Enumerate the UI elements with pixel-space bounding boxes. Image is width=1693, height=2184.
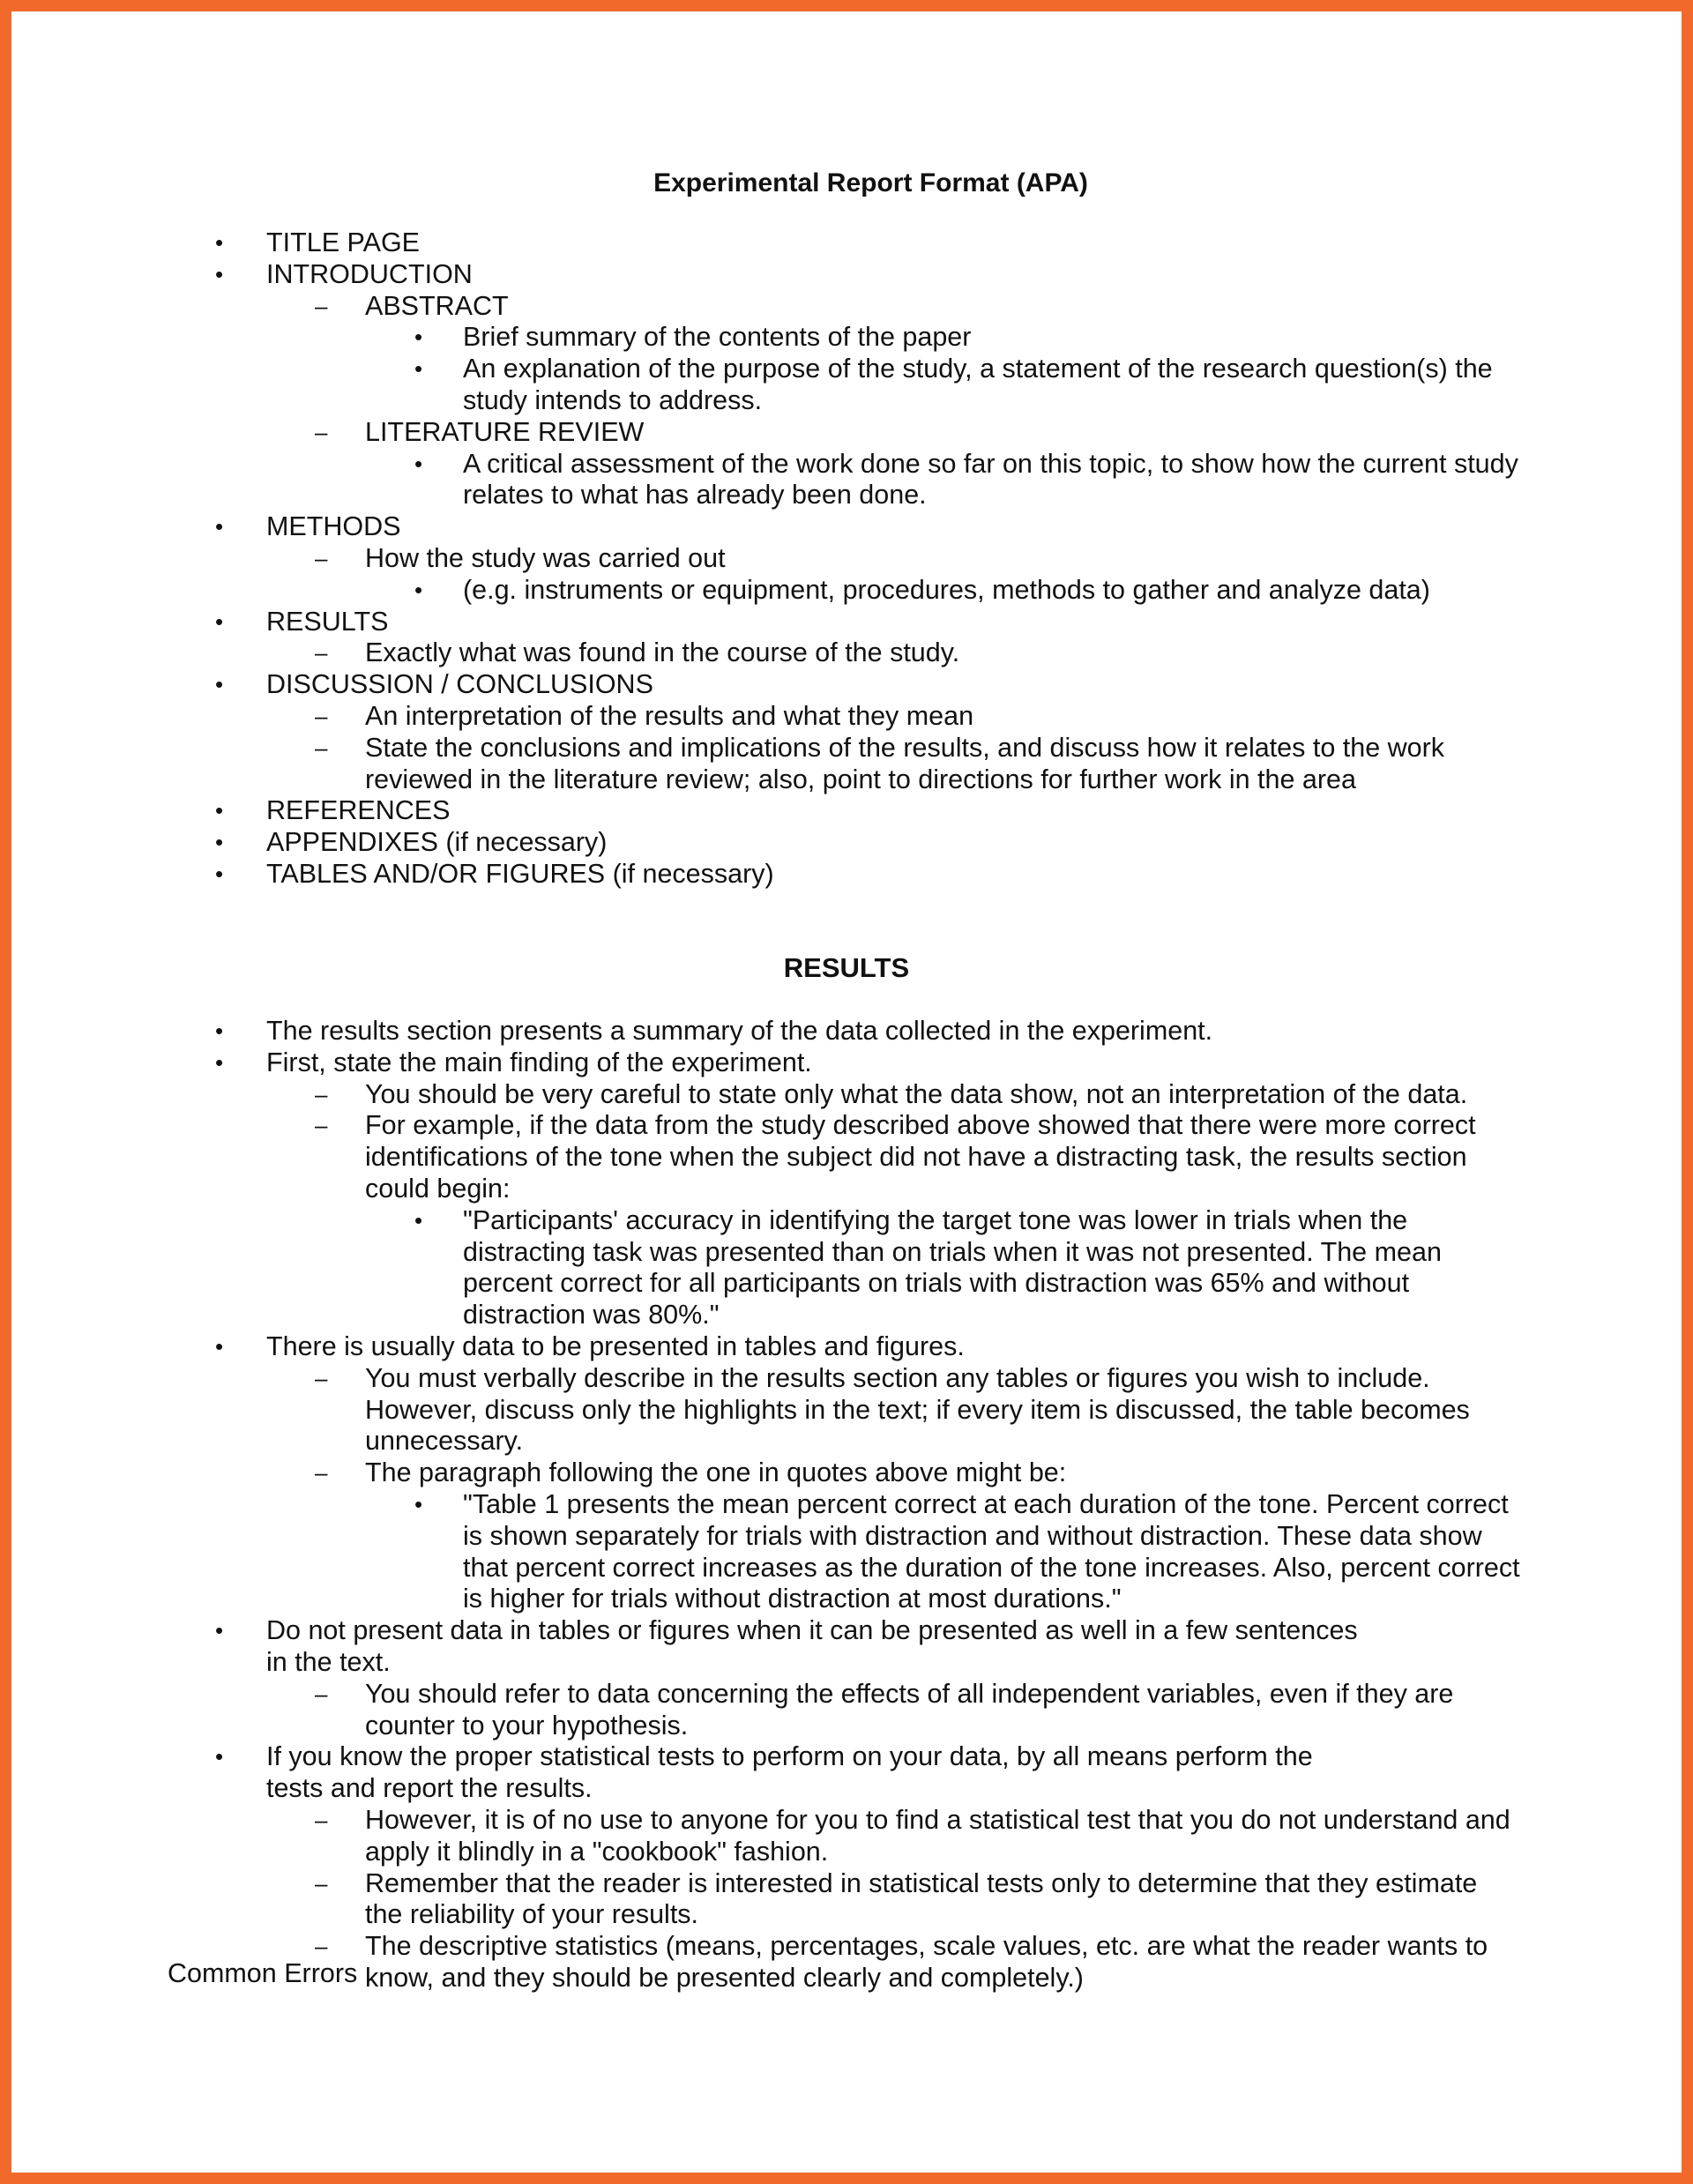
list-item-text: You must verbally describe in the results section any tables or figures you wish to include. However, discuss only the highlights in the text; if every item is discussed, the table becomes unnecessary.	[365, 1362, 1470, 1457]
bullet-icon: •	[414, 576, 423, 603]
list-item-text: ABSTRACT	[365, 290, 509, 321]
list-item	[0, 1047, 1693, 1079]
list-item-text: The results section presents a summary of the data collected in the experiment.	[266, 1016, 1213, 1046]
list-item	[0, 1868, 1693, 1932]
list-item	[0, 543, 1693, 575]
list-item-text: You should be very careful to state only what the data show, not an interpretation of the data.	[365, 1078, 1468, 1109]
dash-bullet-icon: –	[315, 1806, 328, 1833]
dash-bullet-icon: –	[315, 1680, 328, 1707]
list-item	[0, 1363, 1693, 1457]
list-item	[0, 354, 1693, 417]
bullet-icon: •	[215, 1017, 224, 1044]
dash-bullet-icon: –	[315, 418, 328, 445]
list-item	[0, 1016, 1693, 1047]
bullet-icon: •	[414, 324, 423, 351]
list-item	[0, 669, 1693, 701]
list-item-text: However, it is of no use to anyone for you to find a statistical test that you do not understand and apply it blindly in a "cookbook" fashion.	[365, 1804, 1510, 1867]
list-item-text: LITERATURE REVIEW	[365, 416, 645, 447]
dash-bullet-icon: –	[315, 544, 328, 571]
bullet-icon: •	[215, 671, 224, 698]
list-item-text: Brief summary of the contents of the paper	[463, 322, 972, 353]
list-item-text: First, state the main finding of the experiment.	[266, 1047, 812, 1077]
list-item-text: State the conclusions and implications of the results, and discuss how it relates to the work reviewed in the literature review; also, point to directions for further work in the area	[365, 732, 1445, 794]
bullet-icon: •	[215, 1617, 224, 1644]
list-item-text: An explanation of the purpose of the study, a statement of the research question(s) the study intends to address.	[463, 354, 1493, 415]
bullet-icon: •	[215, 1743, 224, 1770]
list-item	[0, 1679, 1693, 1742]
bullet-icon: •	[215, 607, 224, 635]
bullet-icon: •	[215, 797, 224, 824]
bullet-icon: •	[414, 1490, 423, 1517]
list-item	[0, 511, 1693, 543]
dash-bullet-icon: –	[315, 702, 328, 729]
list-item	[0, 859, 1693, 891]
list-item-text: METHODS	[266, 511, 401, 542]
list-item	[0, 701, 1693, 733]
list-item-text: The descriptive statistics (means, percentages, scale values, etc. are what the reader wants to know, and they should be presented clearly and completely.)	[365, 1931, 1488, 1993]
bullet-icon: •	[215, 229, 224, 256]
list-item	[0, 1741, 1693, 1805]
list-item-text: Remember that the reader is interested in statistical tests only to determine that they estimate the reliability of your results.	[365, 1867, 1478, 1930]
dash-bullet-icon: –	[315, 1080, 328, 1107]
list-item-text: REFERENCES	[266, 795, 451, 826]
list-item-text: "Participants' accuracy in identifying the target tone was lower in trials when the distracting task was presented than on trials when it was not presented. The mean percent correct for all participants on trials with distraction was 65% and without distraction was 80%."	[463, 1204, 1442, 1331]
list-item-text: An interpretation of the results and what they mean	[365, 700, 974, 731]
report-format-outline	[0, 227, 1693, 891]
list-item	[0, 795, 1693, 827]
list-item	[0, 1489, 1693, 1615]
list-item-text: How the study was carried out	[365, 542, 726, 573]
list-item	[0, 1615, 1693, 1679]
list-item	[0, 827, 1693, 859]
list-item	[0, 607, 1693, 638]
dash-bullet-icon: –	[315, 1112, 328, 1139]
dash-bullet-icon: –	[315, 1869, 328, 1897]
bullet-icon: •	[215, 829, 224, 856]
list-item	[0, 1205, 1693, 1331]
list-item-text: There is usually data to be presented in tables and figures.	[266, 1331, 965, 1361]
list-item-text: INTRODUCTION	[266, 258, 473, 289]
list-item-text: APPENDIXES (if necessary)	[266, 827, 608, 858]
dash-bullet-icon: –	[315, 734, 328, 761]
bullet-icon: •	[215, 1048, 224, 1076]
list-item	[0, 1079, 1693, 1111]
bullet-icon: •	[414, 450, 423, 477]
list-item	[0, 417, 1693, 449]
list-item-text: For example, if the data from the study described above showed that there were more correct identifications of the tone when the subject did not have a distracting task, the results section could begin:	[365, 1110, 1476, 1204]
list-item-text: RESULTS	[266, 606, 389, 637]
dash-bullet-icon: –	[315, 292, 328, 319]
dash-bullet-icon: –	[315, 1459, 328, 1487]
list-item	[0, 291, 1693, 323]
dash-bullet-icon: –	[315, 1933, 328, 1960]
list-item-text: You should refer to data concerning the effects of all independent variables, even if they are counter to your hypothesis.	[365, 1678, 1454, 1740]
dash-bullet-icon: –	[315, 1364, 328, 1391]
list-item-text: If you know the proper statistical tests to perform on your data, by all means perform the tests and report the results.	[266, 1741, 1313, 1804]
list-item-text: "Table 1 presents the mean percent correct at each duration of the tone. Percent correct is shown separately for trials with distraction and without distraction. These data show that percent correct increases as the duration of the tone increases. Also, percent correct is higher for trials without distraction at most durations."	[463, 1488, 1520, 1614]
list-item-text: A critical assessment of the work done so far on this topic, to show how the current study relates to what has already been done.	[463, 448, 1518, 511]
list-item	[0, 1457, 1693, 1489]
common-errors-heading: Common Errors	[168, 1958, 358, 1988]
list-item-text: Do not present data in tables or figures when it can be presented as well in a few sentences in the text.	[266, 1615, 1358, 1677]
list-item	[0, 637, 1693, 669]
list-item	[0, 575, 1693, 607]
list-item-text: TITLE PAGE	[266, 227, 421, 257]
list-item	[0, 733, 1693, 796]
list-item	[0, 1805, 1693, 1868]
list-item-text: The paragraph following the one in quotes above might be:	[365, 1457, 1067, 1488]
list-item	[0, 259, 1693, 291]
results-heading: RESULTS	[783, 952, 910, 983]
bullet-icon: •	[215, 1332, 224, 1360]
list-item	[0, 449, 1693, 512]
bullet-icon: •	[414, 1206, 423, 1234]
bullet-icon: •	[215, 860, 224, 887]
document-title: Experimental Report Format (APA)	[653, 168, 1088, 198]
bullet-icon: •	[215, 513, 224, 540]
list-item	[0, 227, 1693, 259]
list-item	[0, 1331, 1693, 1363]
list-item-text: TABLES AND/OR FIGURES (if necessary)	[266, 858, 774, 889]
list-item-text: DISCUSSION / CONCLUSIONS	[266, 669, 653, 700]
list-item	[0, 322, 1693, 354]
list-item	[0, 1110, 1693, 1204]
bullet-icon: •	[414, 355, 423, 383]
dash-bullet-icon: –	[315, 639, 328, 667]
list-item-text: (e.g. instruments or equipment, procedures, methods to gather and analyze data)	[463, 574, 1430, 605]
list-item-text: Exactly what was found in the course of the study.	[365, 637, 960, 668]
results-outline	[0, 1016, 1693, 1994]
bullet-icon: •	[215, 260, 224, 287]
